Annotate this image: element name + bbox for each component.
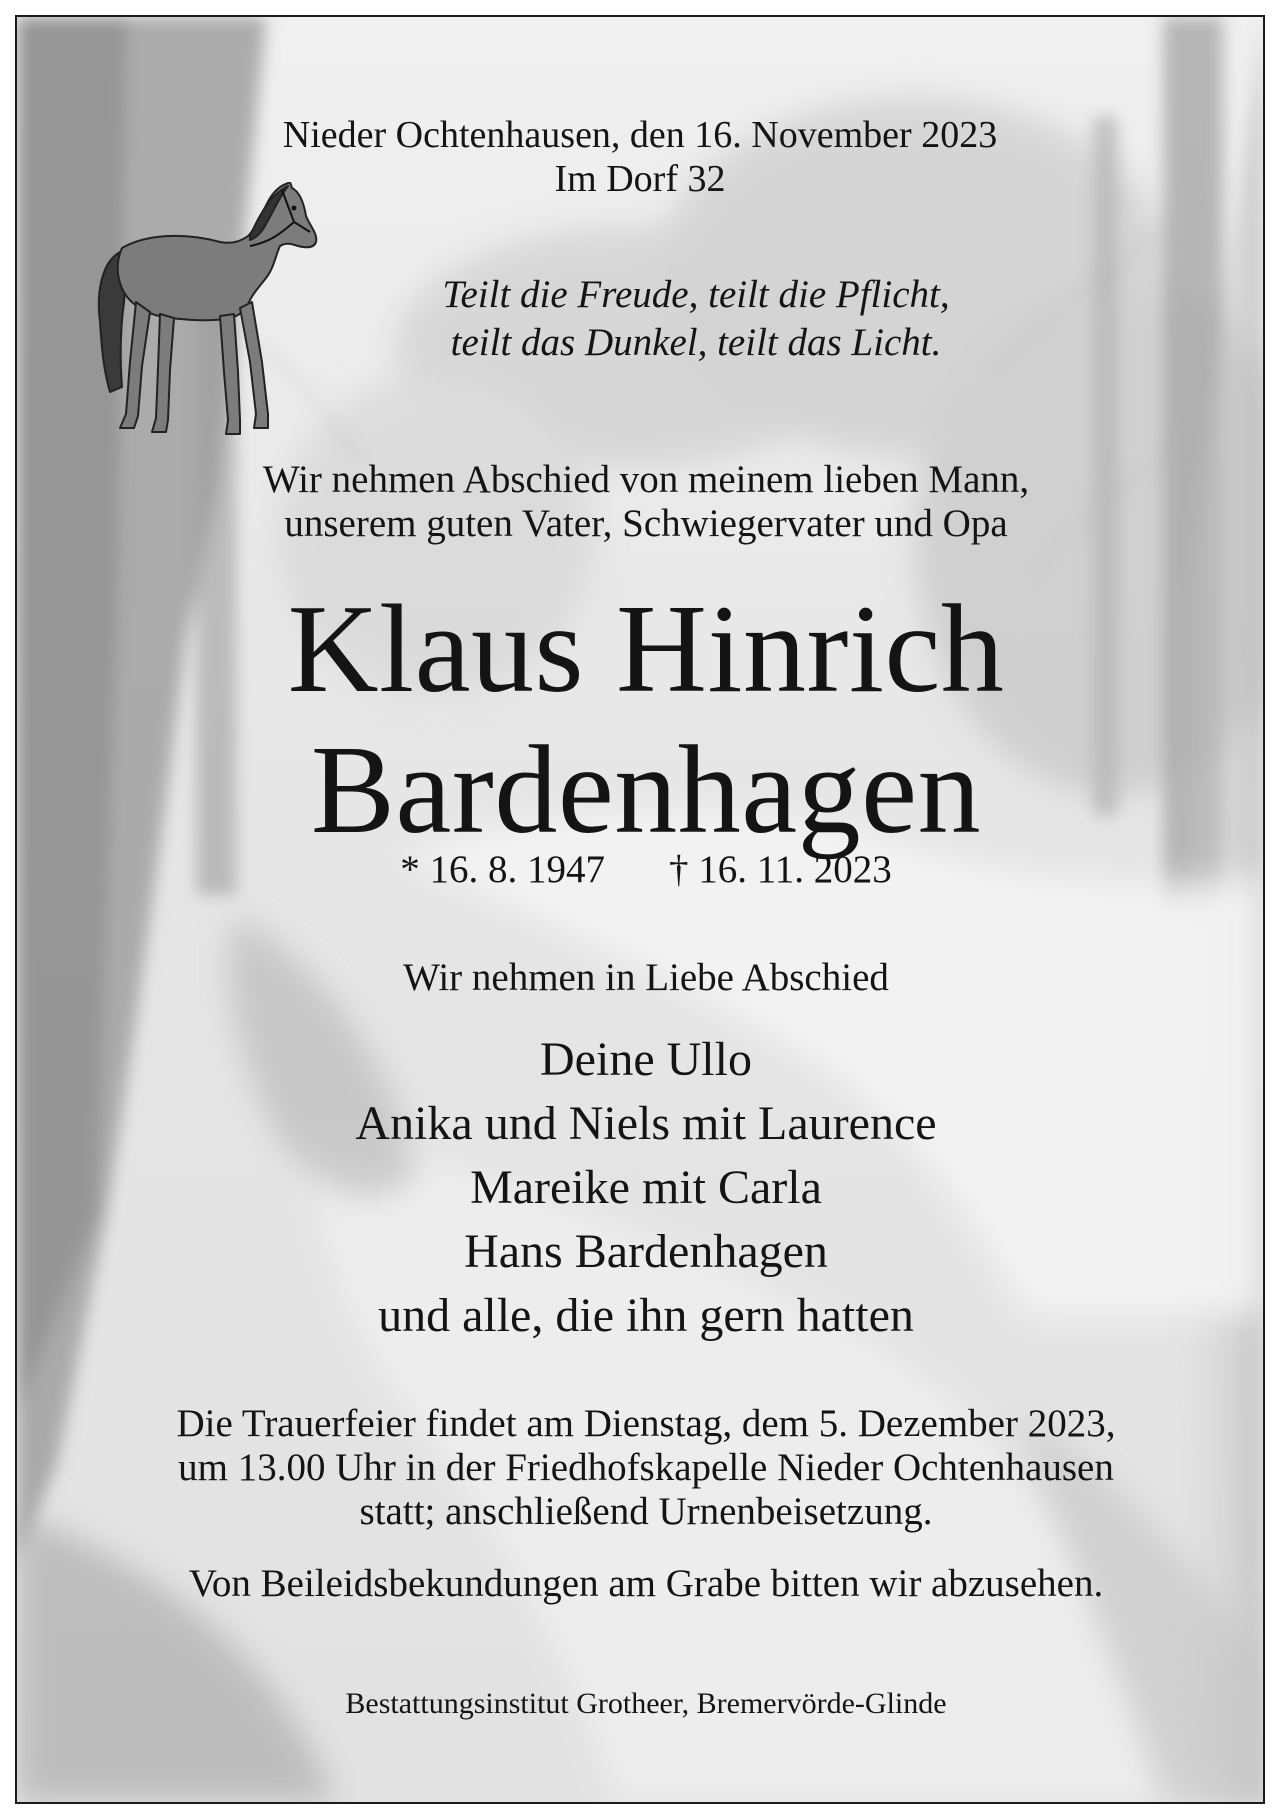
mourner-line: und alle, die ihn gern hatten bbox=[378, 1289, 914, 1342]
deceased-last-name: Bardenhagen bbox=[310, 721, 982, 860]
life-dates bbox=[23, 847, 1265, 893]
mourner-line: Anika und Niels mit Laurence bbox=[355, 1097, 937, 1150]
funeral-info-line: Die Trauerfeier findet am Dienstag, dem 5. Dezember 2023, bbox=[176, 1402, 1116, 1445]
farewell-line: Wir nehmen in Liebe Abschied bbox=[403, 956, 889, 999]
deceased-first-names: Klaus Hinrich bbox=[287, 580, 1005, 719]
condolences-note: Von Beileidsbekundungen am Grabe bitten wir abzusehen. bbox=[188, 1562, 1104, 1605]
verse-line: Teilt die Freude, teilt die Pflicht, bbox=[442, 273, 950, 316]
undertaker-credit: Bestattungsinstitut Grotheer, Bremervörde-Glinde bbox=[345, 1687, 947, 1720]
mourner-line: Hans Bardenhagen bbox=[464, 1225, 828, 1278]
intro-line: Wir nehmen Abschied von meinem lieben Mann, bbox=[262, 458, 1030, 501]
birth-date: * 16. 8. 1947 bbox=[400, 848, 605, 891]
funeral-info-line: statt; anschließend Urnenbeisetzung. bbox=[359, 1490, 933, 1533]
obituary-notice bbox=[15, 15, 1265, 1804]
verse-line: teilt das Dunkel, teilt das Licht. bbox=[450, 321, 942, 364]
address: Im Dorf 32 bbox=[554, 158, 726, 200]
place-and-date: Nieder Ochtenhausen, den 16. November 2023 bbox=[282, 114, 998, 156]
intro-line: unserem guten Vater, Schwiegervater und Opa bbox=[284, 502, 1008, 545]
death-date: † 16. 11. 2023 bbox=[668, 848, 892, 891]
mourner-line: Mareike mit Carla bbox=[470, 1161, 822, 1214]
mourner-line: Deine Ullo bbox=[540, 1033, 752, 1086]
funeral-info-line: um 13.00 Uhr in der Friedhofskapelle Nieder Ochtenhausen bbox=[178, 1446, 1114, 1489]
